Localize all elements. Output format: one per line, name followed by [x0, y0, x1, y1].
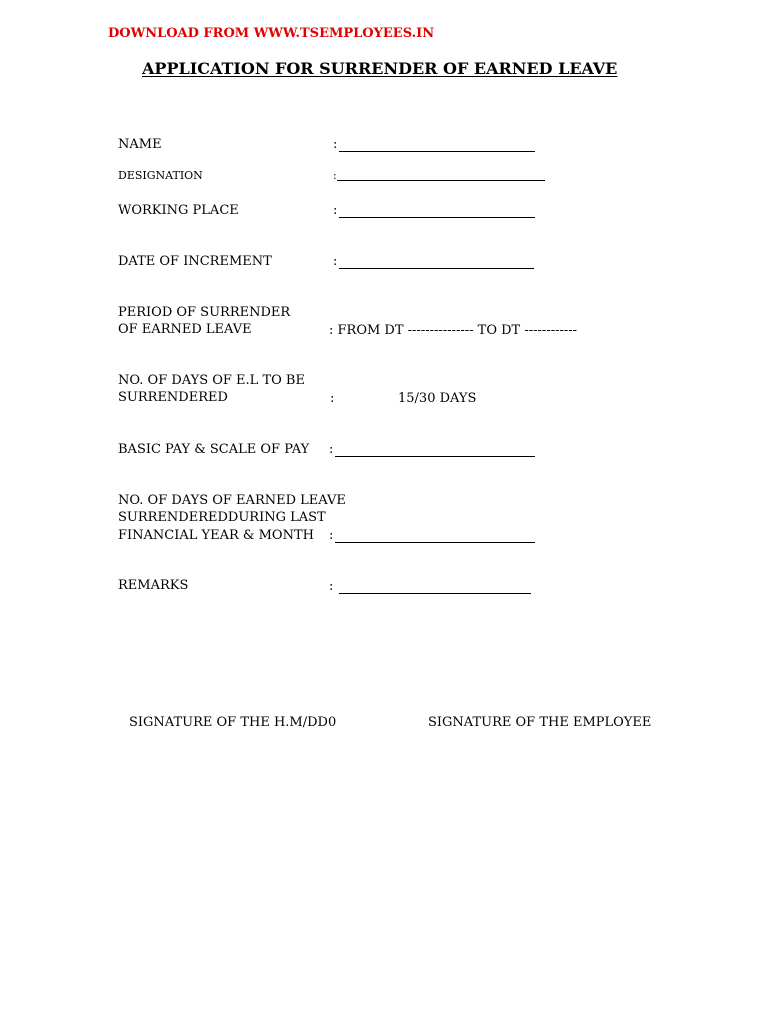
working-place-colon: :	[333, 203, 338, 218]
date-of-increment-label: DATE OF INCREMENT	[118, 254, 272, 269]
basic-pay-blank-line	[335, 456, 535, 457]
signature-hm-label: SIGNATURE OF THE H.M/DD0	[129, 715, 337, 730]
name-label: NAME	[118, 137, 162, 152]
basic-pay-colon: :	[329, 442, 334, 457]
form-title: APPLICATION FOR SURRENDER OF EARNED LEAVE	[142, 59, 618, 78]
designation-colon: :	[333, 169, 337, 182]
days-el-value: 15/30 DAYS	[398, 391, 477, 406]
working-place-label: WORKING PLACE	[118, 203, 239, 218]
download-source-text: DOWNLOAD FROM WWW.TSEMPLOYEES.IN	[108, 26, 435, 41]
name-colon: :	[333, 137, 338, 152]
last-year-label-line2: SURRENDEREDDURING LAST	[118, 510, 326, 525]
last-year-label-line3: FINANCIAL YEAR & MONTH	[118, 528, 314, 543]
working-place-blank-line	[339, 217, 535, 218]
basic-pay-label: BASIC PAY & SCALE OF PAY	[118, 442, 310, 457]
last-year-blank-line	[335, 542, 535, 543]
days-el-label-line2: SURRENDERED	[118, 390, 228, 405]
date-of-increment-colon: :	[333, 254, 338, 269]
period-label-line2: OF EARNED LEAVE	[118, 322, 252, 337]
name-blank-line	[339, 151, 535, 152]
date-of-increment-blank-line	[339, 268, 534, 269]
last-year-label-line1: NO. OF DAYS OF EARNED LEAVE	[118, 493, 346, 508]
signature-employee-label: SIGNATURE OF THE EMPLOYEE	[428, 715, 652, 730]
last-year-colon: :	[329, 528, 334, 543]
period-value: : FROM DT --------------- TO DT ------------	[329, 323, 578, 338]
remarks-label: REMARKS	[118, 578, 189, 593]
remarks-colon: :	[329, 579, 334, 594]
designation-label: DESIGNATION	[118, 169, 203, 182]
days-el-colon: :	[330, 391, 335, 406]
days-el-label-line1: NO. OF DAYS OF E.L TO BE	[118, 373, 305, 388]
designation-blank-line	[337, 180, 545, 181]
period-label-line1: PERIOD OF SURRENDER	[118, 305, 291, 320]
remarks-blank-line	[339, 593, 531, 594]
